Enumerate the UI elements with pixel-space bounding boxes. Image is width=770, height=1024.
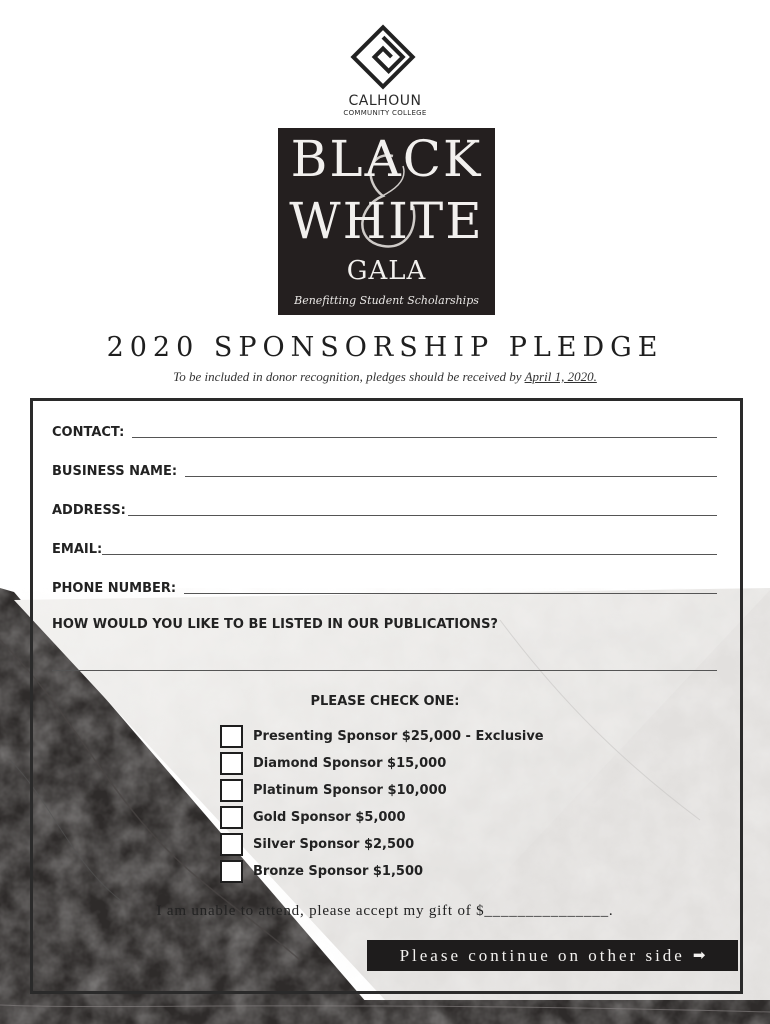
option-gold[interactable] [220, 805, 406, 829]
pledge-deadline: April 1, 2020. [524, 369, 597, 384]
gala-tagline: Benefitting Student Scholarships [294, 294, 479, 307]
pledge-subtitle-text: To be included in donor recognition, pledges should be received by [173, 369, 525, 384]
business-name-label: BUSINESS NAME: [52, 464, 178, 479]
calhoun-logo [350, 24, 416, 90]
option-label: Diamond Sponsor $15,000 [253, 755, 447, 771]
business-name-line[interactable] [185, 475, 717, 477]
check-one-heading: PLEASE CHECK ONE: [310, 694, 460, 709]
option-label: Bronze Sponsor $1,500 [253, 863, 424, 879]
contact-field[interactable] [52, 420, 717, 440]
business-name-field[interactable] [52, 459, 717, 479]
phone-line[interactable] [184, 592, 717, 594]
checkbox[interactable] [220, 806, 243, 829]
address-line[interactable] [128, 514, 717, 516]
continue-label: Please continue on other side [399, 945, 685, 965]
pledge-title: 2020 SPONSORSHIP PLEDGE [106, 332, 664, 363]
contact-line[interactable] [132, 436, 717, 438]
listing-question: HOW WOULD YOU LIKE TO BE LISTED IN OUR PUBLICATIONS? [52, 617, 498, 632]
option-label: Platinum Sponsor $10,000 [253, 782, 447, 798]
option-bronze[interactable] [220, 859, 423, 883]
continue-banner [367, 940, 738, 971]
email-line[interactable] [102, 553, 717, 555]
option-label: Gold Sponsor $5,000 [253, 809, 406, 825]
checkbox[interactable] [220, 725, 243, 748]
pledge-subtitle [0, 369, 770, 385]
checkbox[interactable] [220, 752, 243, 775]
gala-logo-box [278, 128, 495, 315]
listing-answer-line[interactable] [52, 670, 717, 671]
option-presenting[interactable] [220, 724, 544, 748]
gala-word-gala: GALA [346, 256, 427, 286]
right-arrow-icon: ➡ [692, 948, 706, 964]
address-label: ADDRESS: [52, 503, 126, 518]
option-diamond[interactable] [220, 751, 446, 775]
address-field[interactable] [52, 498, 717, 518]
college-name-line2: COMMUNITY COLLEGE [343, 109, 427, 117]
contact-label: CONTACT: [52, 425, 125, 440]
phone-field[interactable] [52, 576, 717, 596]
option-label: Silver Sponsor $2,500 [253, 836, 415, 852]
option-silver[interactable] [220, 832, 414, 856]
email-field[interactable] [52, 537, 717, 557]
phone-label: PHONE NUMBER: [52, 581, 177, 596]
checkbox[interactable] [220, 833, 243, 856]
option-label: Presenting Sponsor $25,000 - Exclusive [253, 728, 544, 744]
gala-word-black: BLACK [290, 130, 483, 188]
checkbox[interactable] [220, 779, 243, 802]
gala-word-white: WHITE [289, 192, 484, 250]
option-platinum[interactable] [220, 778, 447, 802]
email-label: EMAIL: [52, 542, 103, 557]
gift-statement: I am unable to attend, please accept my gift of $_______________. [156, 903, 614, 919]
college-name-line1: CALHOUN [348, 93, 422, 109]
checkbox[interactable] [220, 860, 243, 883]
